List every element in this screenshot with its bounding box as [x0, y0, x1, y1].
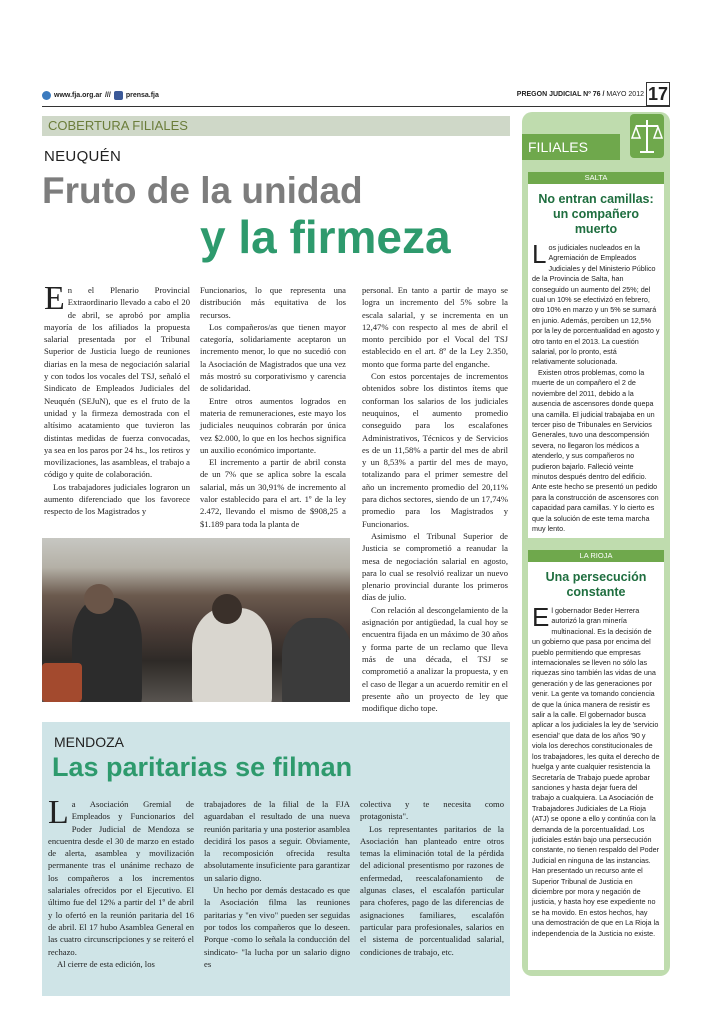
- mendoza-column-3: [360, 798, 504, 958]
- paragraph: Los trabajadores judiciales lograron un aumento diferenciado que los favorece respecto de los Magistrados y: [44, 481, 190, 517]
- publication-name: PREGON JUDICIAL Nº 76: [516, 91, 601, 98]
- drop-cap: E: [532, 602, 550, 632]
- salta-tag: SALTA: [528, 172, 664, 184]
- person-head: [84, 584, 114, 614]
- neuquen-kicker: NEUQUÉN: [44, 148, 122, 165]
- scale-icon-graphic: [630, 114, 664, 158]
- assembly-photo: [42, 538, 350, 702]
- person-head: [212, 594, 242, 624]
- paragraph: Al cierre de esta edición, los: [57, 958, 155, 969]
- drop-cap: L: [48, 794, 69, 831]
- paragraph: Existen otros problemas, como la muerte de un compañero el 2 de noviembre del 2011, debido a la ausencia de ascensores donde quepa una camilla. El judicial trabajaba en un tercer piso de Tribunales en Servicios Generales, tuvo una descompensión severa, no llegaron los médicos a atenderlo, y sus compañeros no pudieron bajarlo. Falleció veinte minutos después dentro del edificio. Ante este hecho se presentó un pedido para la construcción de ascensores con capacidad para camillas. Y lo cierto es que la solución de este tema marcha muy lento.: [532, 367, 659, 533]
- rioja-panel: [528, 550, 664, 970]
- rioja-tag: LA RIOJA: [528, 550, 664, 562]
- paragraph: a Asociación Gremial de Empleados y Funcionarios del Poder Judicial de Mendoza se encuentra desde el 30 de marzo en estado de alerta, asamblea y movilización permanente tras el unánime rechazo de los compañeros a los incrementos salariales ofrecidos por el Ejecutivo. El último fue del 12% a partir del 1º de abril y lo ofertó en la reunión paritaria del 16 de abril. El 17 hubo Asamblea General en las cuatro circunscripciones y se reiteró el rechazo.: [48, 799, 194, 957]
- chair: [42, 663, 82, 702]
- paragraph: personal. En tanto a partir de mayo se logra un incremento del 5% sobre la escala salarial, y se incrementa en un 12,47% con respecto al mes de abril el monto percibido por el Vocal del TSJ establecido en el art. 8º de la Ley 2.350, monto que forma parte del enganche.: [362, 285, 508, 369]
- neuquen-column-1: [44, 280, 190, 518]
- salta-headline: No entran camillas: un compañero muerto: [538, 192, 654, 236]
- paragraph: Asimismo el Tribunal Superior de Justicia se comprometió a reanudar la mesa de negociación salarial en agosto, para lo cual se resolvió realizar un nuevo plenario provincial durante los primeros días de julio.: [362, 530, 508, 603]
- paragraph: Los compañeros/as que tienen mayor categoría, solidariamente aceptaron un incremento menor, lo que no sucedió con la Asociación de Magistrados que una vez más mostró su corporativismo y carencia de solidaridad.: [200, 321, 346, 394]
- section-bar: COBERTURA FILIALES: [42, 116, 510, 136]
- person-figure: [72, 598, 142, 702]
- rioja-text: [528, 602, 664, 939]
- paragraph: Con estos porcentajes de incrementos obtenidos sobre los distintos ítems que conforman los salarios de los judiciales neuquinos, el aumento promedio conseguido para los escalafones Administrativos, Técnicos y de Servicios es de un 11,58% a partir del mes de abril y un 8,53% a partir del mes de mayo, totalizando para el primer semestre del año un incremento promedio del 20,11% para dichos sectores, siendo de un 17,74% promedio para los Magistrados y Funcionarios.: [362, 371, 508, 529]
- date-separator: /: [602, 91, 605, 98]
- paragraph: n el Plenario Provincial Extraordinario llevado a cabo el 20 de abril, se aprobó por amplia mayoría de los afiliados la propuesta salarial presentada por el Tribunal Superior de Justicia luego de reuniones diarias en la mesa de negociación salarial y con todos los vocales del TSJ, señaló el Sindicato de Empleados Judiciales del Neuquén (SEJuN), que es el fruto de la unidad y la firmeza demostrada con el altísimo acatamiento que tuvieron las distintas medidas de fuerza convocadas, ya sea en los paros por 24 hs., los retiros y movilizaciones, las asambleas, el trabajo a código y quite de colaboración.: [44, 285, 190, 480]
- neuquen-title-line2: y la firmeza: [200, 211, 451, 263]
- paragraph: Con relación al descongelamiento de la asignación por antigüedad, la cual hoy se encuentra fijada en un máximo de 30 años y forma parte de un reclamo que lleva más de una década, el TSJ se comprometió a analizar la propuesta, y en el caso de llegar a un acuerdo remitir en el presente año un proyecto de ley que modifique dicho tope.: [362, 604, 508, 714]
- justice-scale-icon: [630, 114, 664, 158]
- paragraph: colectiva y te necesita como protagonista".: [360, 799, 504, 822]
- salta-panel: [528, 172, 664, 538]
- rioja-headline: Una persecución constante: [545, 570, 647, 599]
- mendoza-column-2: [204, 798, 350, 970]
- mendoza-title: Las paritarias se filman: [52, 752, 353, 782]
- site-link[interactable]: www.fja.org.ar: [54, 92, 102, 99]
- paragraph: Los representantes paritarios de la Asociación han planteado entre otros temas la eliminación total de la pérdida del adicional presentismo por razones de enfermedad, reescalafonamiento de algunas clases, el escalafón particular para choferes, pago de las diferencias de asignaciones familiares, escalafón particular para profesionales, salarios en el sistema de porcentualidad salarial, condiciones de trabajo, etc.: [360, 823, 504, 957]
- mendoza-column-1: [48, 794, 194, 970]
- globe-icon: [42, 91, 51, 100]
- paragraph: El incremento a partir de abril consta de un 7% que se aplica sobre la escala salarial, más un 30,91% de incremento al valor establecido para el art. 1º de la ley 2.472, llevando el mismo de $908,25 a $1.189 para toda la planta de: [200, 457, 346, 529]
- issue-info: [517, 91, 644, 98]
- link-separator: ///: [104, 92, 111, 99]
- issue-date: MAYO 2012: [606, 91, 644, 98]
- person-figure: [282, 618, 350, 702]
- mendoza-kicker: MENDOZA: [54, 734, 124, 750]
- paragraph: Funcionarios, lo que representa una distribución más equitativa de los recursos.: [200, 285, 346, 320]
- neuquen-title-line1: Fruto de la unidad: [42, 170, 363, 211]
- paragraph: Un hecho por demás destacado es que la Asociación filma las reuniones paritarias y "en vivo" pueden ser seguidas por todos los compañeros que lo deseen. Porque -como lo señala la conducción del sindicato- "la lucha por un salario digno es: [204, 885, 350, 969]
- social-link[interactable]: prensa.fja: [125, 92, 159, 99]
- paragraph: os judiciales nucleados en la Agremiación de Empleados Judiciales y del Ministerio Público de la Provincia de Salta, han conseguido un aumento del 25%; del cual un 10% se efectivizó en febrero, otro 10% en marzo y un 5% se sumará en junio. Además, perciben un 12,5% por la ley de porcentualidad en agosto y otro tanto en el 2013. La cuestión salarial, por lo pronto, está relativamente solucionada.: [532, 243, 660, 367]
- header-links: [42, 91, 159, 100]
- drop-cap: E: [44, 280, 65, 317]
- page-header: [42, 84, 670, 107]
- paragraph: Entre otros aumentos logrados en materia de remuneraciones, este mayo los judiciales neuquinos cobrarán por única vez $2.000, lo que en los hechos significa un auxilio económico importante.: [200, 395, 346, 455]
- neuquen-column-2: [200, 284, 346, 530]
- paragraph: trabajadores de la filial de la FJA aguardaban el resultado de una nueva reunión paritaria y una posterior asamblea decidirá los pasos a seguir. Obviamente, la recomposición ofrecida resulta absolutamente insuficiente para garantizar un salario digno.: [204, 799, 350, 883]
- drop-cap: L: [532, 239, 547, 269]
- paragraph: l gobernador Beder Herrera autorizó la gran minería multinacional. Es la decisión de un gobierno que pasa por encima del pueblo permitiendo que empresas internacionales se lleven no sólo las riquezas sino también las vidas de una generación y de las generaciones por venir. La gente va tomando conciencia de que la única manera de resistir es salir a la calle. El gobernador busca aplicar a los judiciales la ley de 'servicio esencial' que data de los años '90 y viola los derechos constitucionales de los trabajadores, les quita el derecho de huelga y ante cualquier resistencia la Secretaría de Trabajo puede aprobar sanciones y hasta dejar fuera del trabajo a cualquiera. La Asociación de Trabajadores Judiciales de La Rioja (ATJ) se opone a ello y continúa con la demanda de la porcentualidad. Los judiciales están bajo una persecución constante, no tienen respaldo del Poder Judicial en ninguna de las instancias. Han presentado un recurso ante el Superior Tribunal de Justicia en diciembre por mora y negación de justicia, y hasta hoy ese expediente no se ha movido. En estos hechos, hay una demostración de que en La Rioja la independencia de la Justicia no existe.: [532, 606, 660, 938]
- sidebar-title: FILIALES: [522, 134, 620, 160]
- neuquen-column-3: [362, 284, 508, 714]
- facebook-icon: [114, 91, 123, 100]
- page-number: 17: [647, 84, 669, 104]
- salta-text: [528, 239, 664, 534]
